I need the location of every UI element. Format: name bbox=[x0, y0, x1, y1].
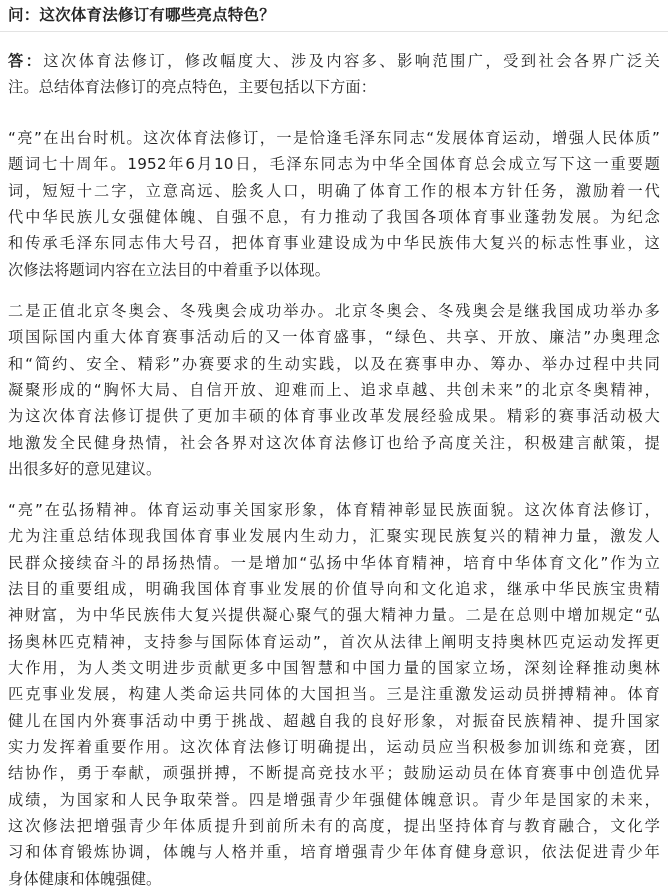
question-heading bbox=[8, 0, 660, 30]
paragraph-line: 和传承毛泽东同志伟大号召，把体育事业建设成为中华民族伟大复兴的标志性事业，这 bbox=[8, 234, 660, 253]
heading-divider bbox=[0, 31, 668, 32]
paragraph-winter-olympics bbox=[8, 298, 660, 482]
paragraph-line: 出很多好的意见建议。 bbox=[8, 460, 162, 479]
paragraph-line: 词，短短十二字，立意高远、脍炙人口，明确了体育工作的根本方针任务，激励着一代 bbox=[8, 181, 660, 200]
answer-line bbox=[8, 48, 660, 74]
paragraph-line: 凝聚形成的“胸怀大局、自信开放、迎难而上、追求卓越、共创未来”的北京冬奥精神， bbox=[8, 381, 660, 400]
paragraph-line: 成绩，为国家和人民争取荣誉。四是增强青少年强健体魄意识。青少年是国家的未来， bbox=[8, 790, 660, 809]
answer-paragraph bbox=[8, 48, 660, 101]
paragraph-line: 身体健康和体魄强健。 bbox=[8, 869, 162, 888]
question-label: 问： bbox=[8, 6, 40, 24]
question-text: 这次体育法修订有哪些亮点特色？ bbox=[39, 6, 275, 24]
paragraph-line: 和“简约、安全、精彩”办赛要求的生动实践，以及在赛事申办、筹办、举办过程中共同 bbox=[8, 354, 660, 373]
answer-label: 答： bbox=[8, 52, 44, 70]
paragraph-line: 地激发全民健身热情，社会各界对这次体育法修订也给予高度关注，积极建言献策，提 bbox=[8, 433, 660, 452]
paragraph-line: 尤为注重总结体现我国体育事业发展内生动力，汇聚实现民族复兴的精神力量，激发人 bbox=[8, 527, 660, 546]
paragraph-line: 神财富，为中华民族伟大复兴提供凝心聚气的强大精神力量。二是在总则中增加规定“弘 bbox=[8, 606, 660, 625]
paragraph-release-timing bbox=[8, 125, 660, 283]
paragraph-line: 民群众接续奋斗的昂扬热情。一是增加“弘扬中华体育精神，培育中华体育文化”作为立 bbox=[8, 553, 660, 572]
paragraph-line: “亮”在出台时机。这次体育法修订，一是恰逢毛泽东同志“发展体育运动，增强人民体质” bbox=[8, 129, 660, 147]
paragraph-line: 实力发挥着重要作用。这次体育法修订明确提出，运动员应当积极参加训练和竞赛，团 bbox=[8, 738, 660, 757]
answer-line: 注。总结体育法修订的亮点特色，主要包括以下方面： bbox=[8, 78, 377, 97]
paragraph-line: 代中华民族儿女强健体魄、自强不息，有力推动了我国各项体育事业蓬勃发展。为纪念 bbox=[8, 208, 660, 227]
paragraph-spirit bbox=[8, 497, 660, 890]
paragraph-line: 项国际国内重大体育赛事活动后的又一体育盛事，“绿色、共享、开放、廉洁”办奥理念 bbox=[8, 328, 660, 347]
paragraph-line: 法目的重要组成，明确我国体育事业发展的价值导向和文化追求，继承中华民族宝贵精 bbox=[8, 580, 660, 599]
paragraph-line: 匹克事业发展，构建人类命运共同体的大国担当。三是注重激发运动员拼搏精神。体育 bbox=[8, 685, 660, 704]
paragraph-line: 大作用，为人类文明进步贡献更多中国智慧和中国力量的国家立场，深刻诠释推动奥林 bbox=[8, 659, 660, 678]
paragraph-line: 结协作，勇于奉献，顽强拼搏，不断提高竞技水平；鼓励运动员在体育赛事中创造优异 bbox=[8, 764, 660, 783]
paragraph-line: 次修法将题词内容在立法目的中着重予以体现。 bbox=[8, 260, 331, 279]
paragraph-line: 二是正值北京冬奥会、冬残奥会成功举办。北京冬奥会、冬残奥会是继我国成功举办多 bbox=[8, 302, 660, 320]
paragraph-line: 这次修法把增强青少年体质提升到前所未有的高度，提出坚持体育与教育融合，文化学 bbox=[8, 817, 660, 836]
answer-line-text: 这次体育法修订，修改幅度大、涉及内容多、影响范围广，受到社会各界广泛关 bbox=[43, 52, 660, 70]
paragraph-line: “亮”在弘扬精神。体育运动事关国家形象，体育精神彰显民族面貌。这次体育法修订， bbox=[8, 501, 660, 519]
paragraph-line: 为这次体育法修订提供了更加丰硕的体育事业改革发展经验成果。精彩的赛事活动极大 bbox=[8, 407, 660, 426]
paragraph-line: 扬奥林匹克精神，支持参与国际体育运动”，首次从法律上阐明支持奥林匹克运动发挥更 bbox=[8, 632, 660, 651]
paragraph-line: 题词七十周年。1952年6月10日，毛泽东同志为中华全国体育总会成立写下这一重要题 bbox=[8, 155, 660, 174]
paragraph-line: 健儿在国内外赛事活动中勇于挑战、超越自我的良好形象，对振奋民族精神、提升国家 bbox=[8, 711, 660, 730]
paragraph-line: 习和体育锻炼协调，体魄与人格并重，培育增强青少年体育健身意识，依法促进青少年 bbox=[8, 843, 660, 862]
